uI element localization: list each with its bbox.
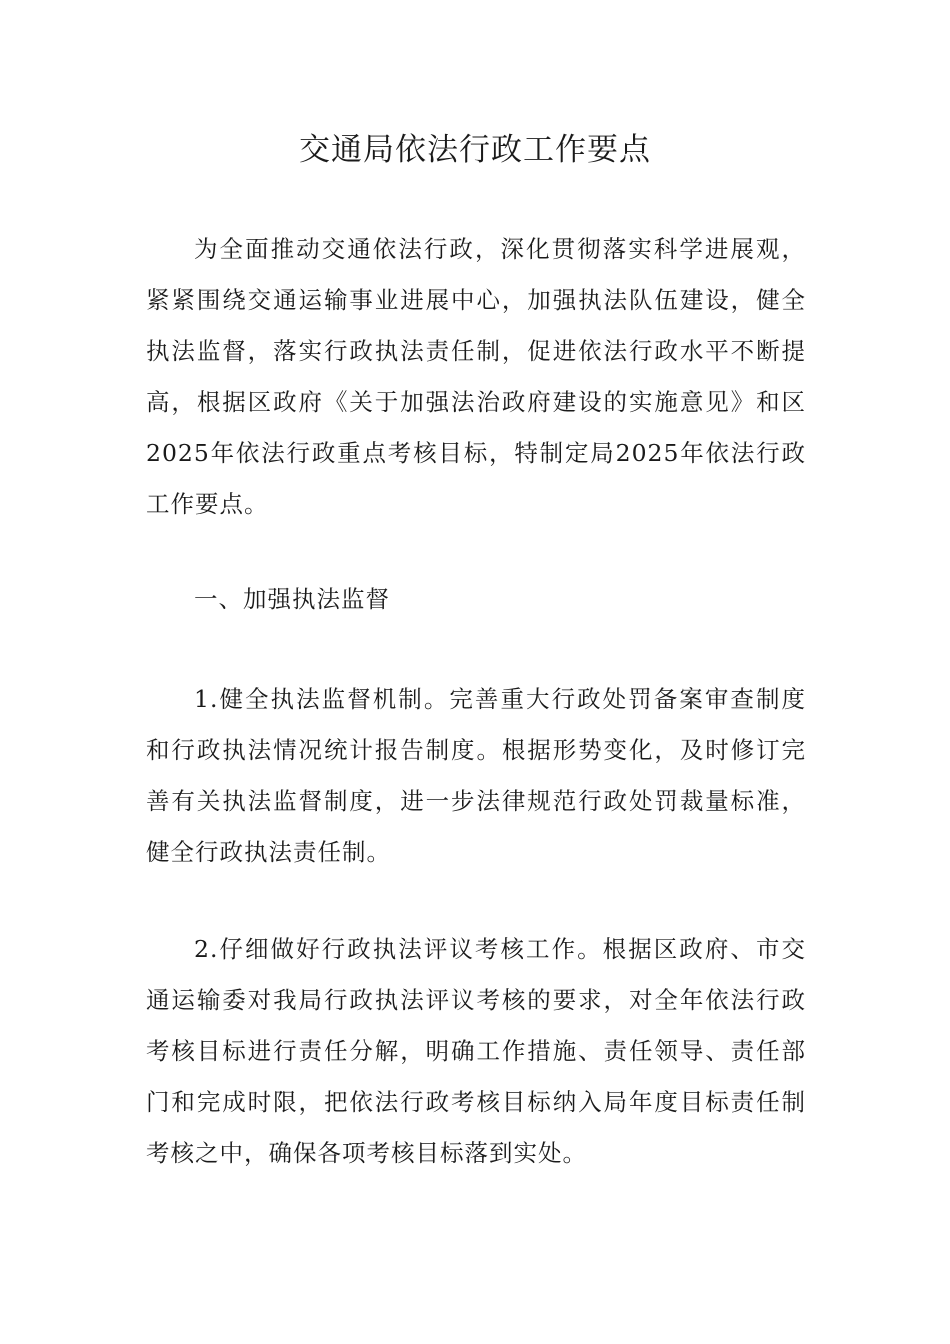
- item-paragraph-1: 1.健全执法监督机制。完善重大行政处罚备案审查制度和行政执法情况统计报告制度。根据形势变化，及时修订完善有关执法监督制度，进一步法律规范行政处罚裁量标准，健全行政执法责任制。: [146, 685, 806, 866]
- item-paragraph-2: 2.仔细做好行政执法评议考核工作。根据区政府、市交通运输委对我局行政执法评议考核的要求，对全年依法行政考核目标进行责任分解，明确工作措施、责任领导、责任部门和完成时限，把依法行政考核目标纳入局年度目标责任制考核之中，确保各项考核目标落到实处。: [146, 935, 806, 1167]
- intro-paragraph: 为全面推动交通依法行政，深化贯彻落实科学进展观，紧紧围绕交通运输事业进展中心，加强执法队伍建设，健全执法监督，落实行政执法责任制，促进依法行政水平不断提高，根据区政府《关于加强法治政府建设的实施意见》和区2025年依法行政重点考核目标，特制定局2025年依法行政工作要点。: [146, 235, 806, 518]
- section-heading-1: 一、加强执法监督: [194, 585, 390, 613]
- document-title: 交通局依法行政工作要点: [299, 132, 651, 168]
